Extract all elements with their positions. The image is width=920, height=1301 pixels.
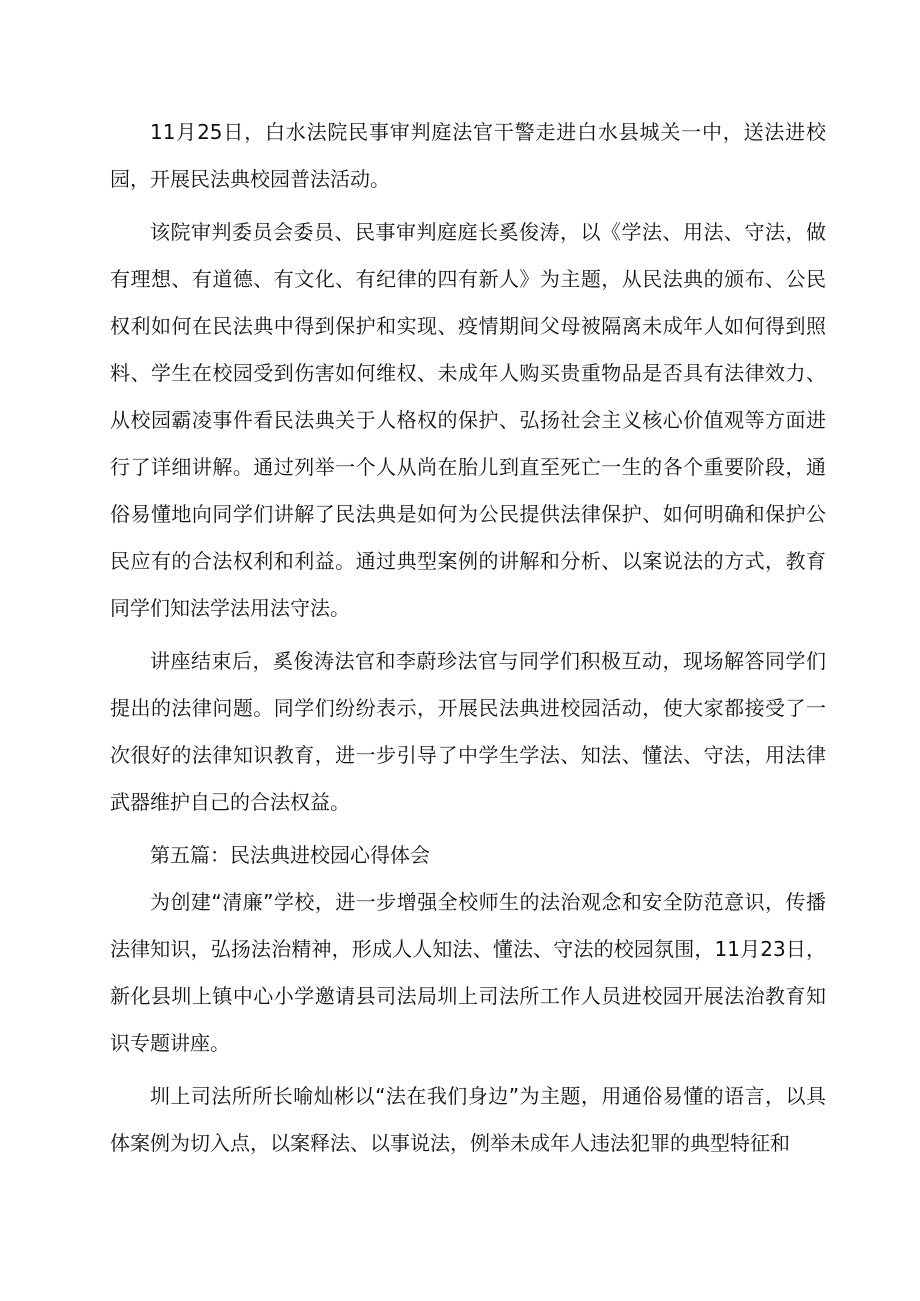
paragraph-1: 11月25日，白水法院民事审判庭法官干警走进白水县城关一中，送法进校园，开展民法典校园普法活动。: [110, 120, 826, 191]
section-heading: 第五篇：民法典进校园心得体会: [150, 843, 430, 867]
paragraph-3: 讲座结束后，奚俊涛法官和李蔚珍法官与同学们积极互动，现场解答同学们提出的法律问题。同学们纷纷表示，开展民法典进校园活动，使大家都接受了一次很好的法律知识教育，进一步引导了中学生学法、知法、懂法、守法，用法律武器维护自己的合法权益。: [110, 649, 826, 814]
paragraph-2: 该院审判委员会委员、民事审判庭庭长奚俊涛，以《学法、用法、守法，做有理想、有道德、有文化、有纪律的四有新人》为主题，从民法典的颁布、公民权利如何在民法典中得到保护和实现、疫情期间父母被隔离未成年人如何得到照料、学生在校园受到伤害如何维权、未成年人购买贵重物品是否具有法律效力、从校园霸凌事件看民法典关于人格权的保护、弘扬社会主义核心价值观等方面进行了详细讲解。通过列举一个人从尚在胎儿到直至死亡一生的各个重要阶段，通俗易懂地向同学们讲解了民法典是如何为公民提供法律保护、如何明确和保护公民应有的合法权利和利益。通过典型案例的讲解和分析、以案说法的方式，教育同学们知法学法用法守法。: [110, 220, 826, 620]
paragraph-5: 圳上司法所所长喻灿彬以“法在我们身边”为主题，用通俗易懂的语言，以具体案例为切入点，以案释法、以事说法，例举未成年人违法犯罪的典型特征和: [110, 1084, 826, 1155]
document-page: [110, 109, 826, 1173]
paragraph-4: 为创建“清廉”学校，进一步增强全校师生的法治观念和安全防范意识，传播法律知识，弘扬法治精神，形成人人知法、懂法、守法的校园氛围，11月23日，新化县圳上镇中心小学邀请县司法局圳上司法所工作人员进校园开展法治教育知识专题讲座。: [110, 890, 826, 1055]
